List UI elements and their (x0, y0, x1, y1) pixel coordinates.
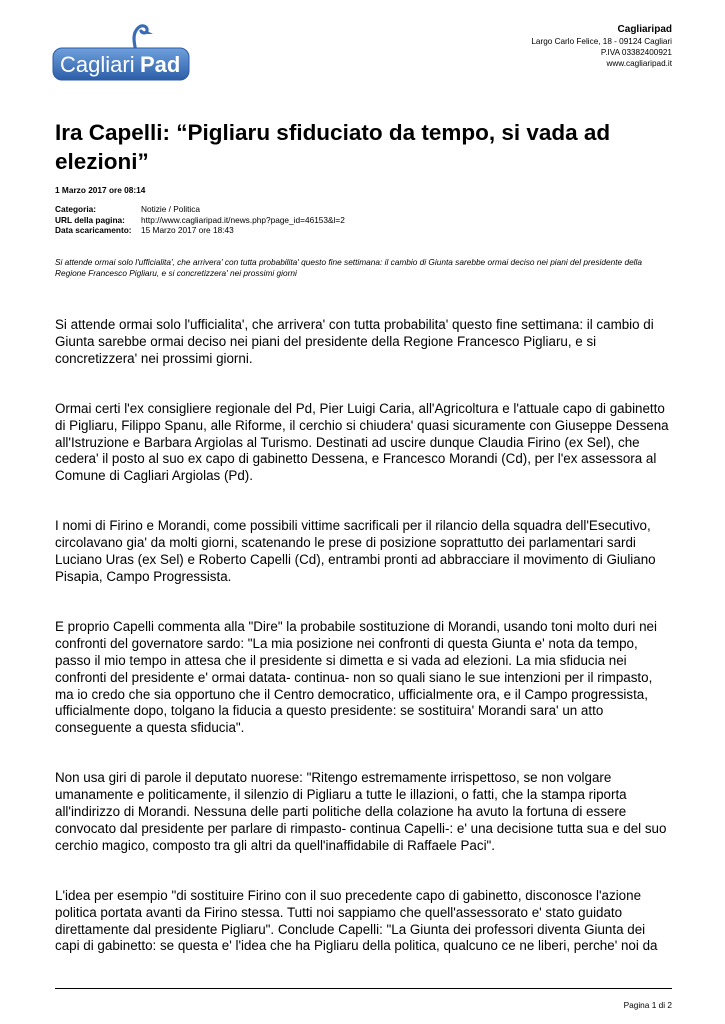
company-vat: P.IVA 03382400921 (600, 48, 672, 57)
article-meta (55, 204, 345, 236)
company-info (531, 24, 672, 69)
article-title: Ira Capelli: “Pigliaru sfiduciato da tempo, si vada ad elezioni” (55, 120, 611, 174)
meta-url-link[interactable]: http://www.cagliaripad.it/news.php?page_id=46153&l=2 (141, 214, 345, 225)
article-body (55, 317, 672, 988)
svg-text:Pad: Pad (140, 52, 181, 77)
page-number: Pagina 1 di 2 (623, 1000, 672, 1010)
company-address: Largo Carlo Felice, 18 - 09124 Cagliari (531, 37, 672, 46)
meta-row-download-date (55, 225, 345, 236)
meta-row-category (55, 204, 345, 215)
meta-label: Data scaricamento: (55, 225, 132, 235)
article-paragraph: Ormai certi l'ex consigliere regionale del Pd, Pier Luigi Caria, all'Agricoltura e l'attuale capo di gabinetto di Pigliaru, Filippo Spanu, alle Riforme, il cerchio si chiudera' quasi sicuramente con Giuseppe Dessena all'Istruzione e Barbara Argiolas al Turismo. Destinati ad uscire dunque Claudia Firino (ex Sel), che cedera' il posto al suo ex capo di gabinetto Dessena, e Francesco Morandi (Cd), per l'ex assessora al Comune di Cagliari Argiolas (Pd). (55, 400, 669, 484)
article-date: 1 Marzo 2017 ore 08:14 (55, 185, 146, 195)
article-paragraph: E proprio Capelli commenta alla "Dire" la probabile sostituzione di Morandi, usando toni molto duri nei confronti del governatore sardo: "La mia posizione nei confronti di questa Giunta e' nota da tempo, passo il mio tempo in attesa che il presidente si dimetta e si vada ad elezioni. La mia sfiducia nei confronti del presidente e' ormai datata- continua- non so quali siano le sue intenzioni per il rimpasto, ma io credo che sia opportuno che il Centro democratico, ufficialmente ora, e il Campo progressista, ufficialmente dopo, tolgano la fiducia a questo presidente: se sostituira' Morandi sara' un atto conseguente a questa sfiducia". (55, 618, 657, 736)
company-name: Cagliaripad (617, 24, 672, 35)
meta-label: Categoria: (55, 204, 97, 214)
meta-value: 15 Marzo 2017 ore 18:43 (141, 225, 234, 235)
article-paragraph: Non usa giri di parole il deputato nuorese: "Ritengo estremamente irrispettoso, se non volgare umanamente e politicamente, il silenzio di Pigliaru a tutte le illazioni, o fatti, che la stampa riporta all'indirizzo di Morandi. Nessuna delle parti politiche della colazione ha avuto la fortuna di essere convocato dal presidente per parlare di rimpasto- continua Capelli-: e' una decisione tutta sua e del suo cerchio magico, composto tra gli altri da quell'inaffidabile di Raffaele Paci". (55, 770, 667, 853)
article-paragraph: Si attende ormai solo l'ufficialita', che arrivera' con tutta probabilita' questo fine settimana: il cambio di Giunta sarebbe ormai deciso nei piani del presidente della Regione Francesco Pigliaru, e si concretizzera' nei prossimi giorni. (55, 317, 654, 366)
meta-label: URL della pagina: (55, 214, 125, 225)
article-paragraph: L'idea per esempio "di sostituire Firino con il suo precedente capo di gabinetto, disconosce l'azione politica portata avanti da Firino stessa. Tutti noi sappiamo che quell'assessorato e' stato guidato direttamente dal presidente Pigliaru". Conclude Capelli: "La Giunta dei professori diventa Giunta dei capi di gabinetto: se questa e' l'idea che ha Pigliaru della politica, qualcuno ce ne liberi, perche' noi da (55, 887, 658, 954)
svg-text:Cagliari: Cagliari (60, 52, 135, 77)
flamingo-logo-icon (52, 22, 192, 84)
article-paragraph: I nomi di Firino e Morandi, come possibili vittime sacrificali per il rilancio della squadra dell'Esecutivo, circolavano gia' da molti giorni, scatenando le prese di posizione soprattutto dei parlamentari sardi Luciano Uras (ex Sel) e Roberto Capelli (Cd), entrambi pronti ad abbracciare il movimento di Giuliano Pisapia, Campo Progressista. (55, 518, 656, 584)
meta-value: Notizie / Politica (141, 204, 201, 214)
article-summary: Si attende ormai solo l'ufficialita', che arrivera' con tutta probabilita' questo fine settimana: il cambio di Giunta sarebbe ormai deciso nei piani del presidente della Regione Francesco Pigliaru, e si concretizzera' nei prossimi giorni (55, 257, 642, 278)
company-website[interactable]: www.cagliaripad.it (606, 59, 672, 68)
footer-divider (55, 988, 672, 989)
cagliaripad-logo (52, 22, 192, 84)
meta-row-url (55, 215, 345, 226)
